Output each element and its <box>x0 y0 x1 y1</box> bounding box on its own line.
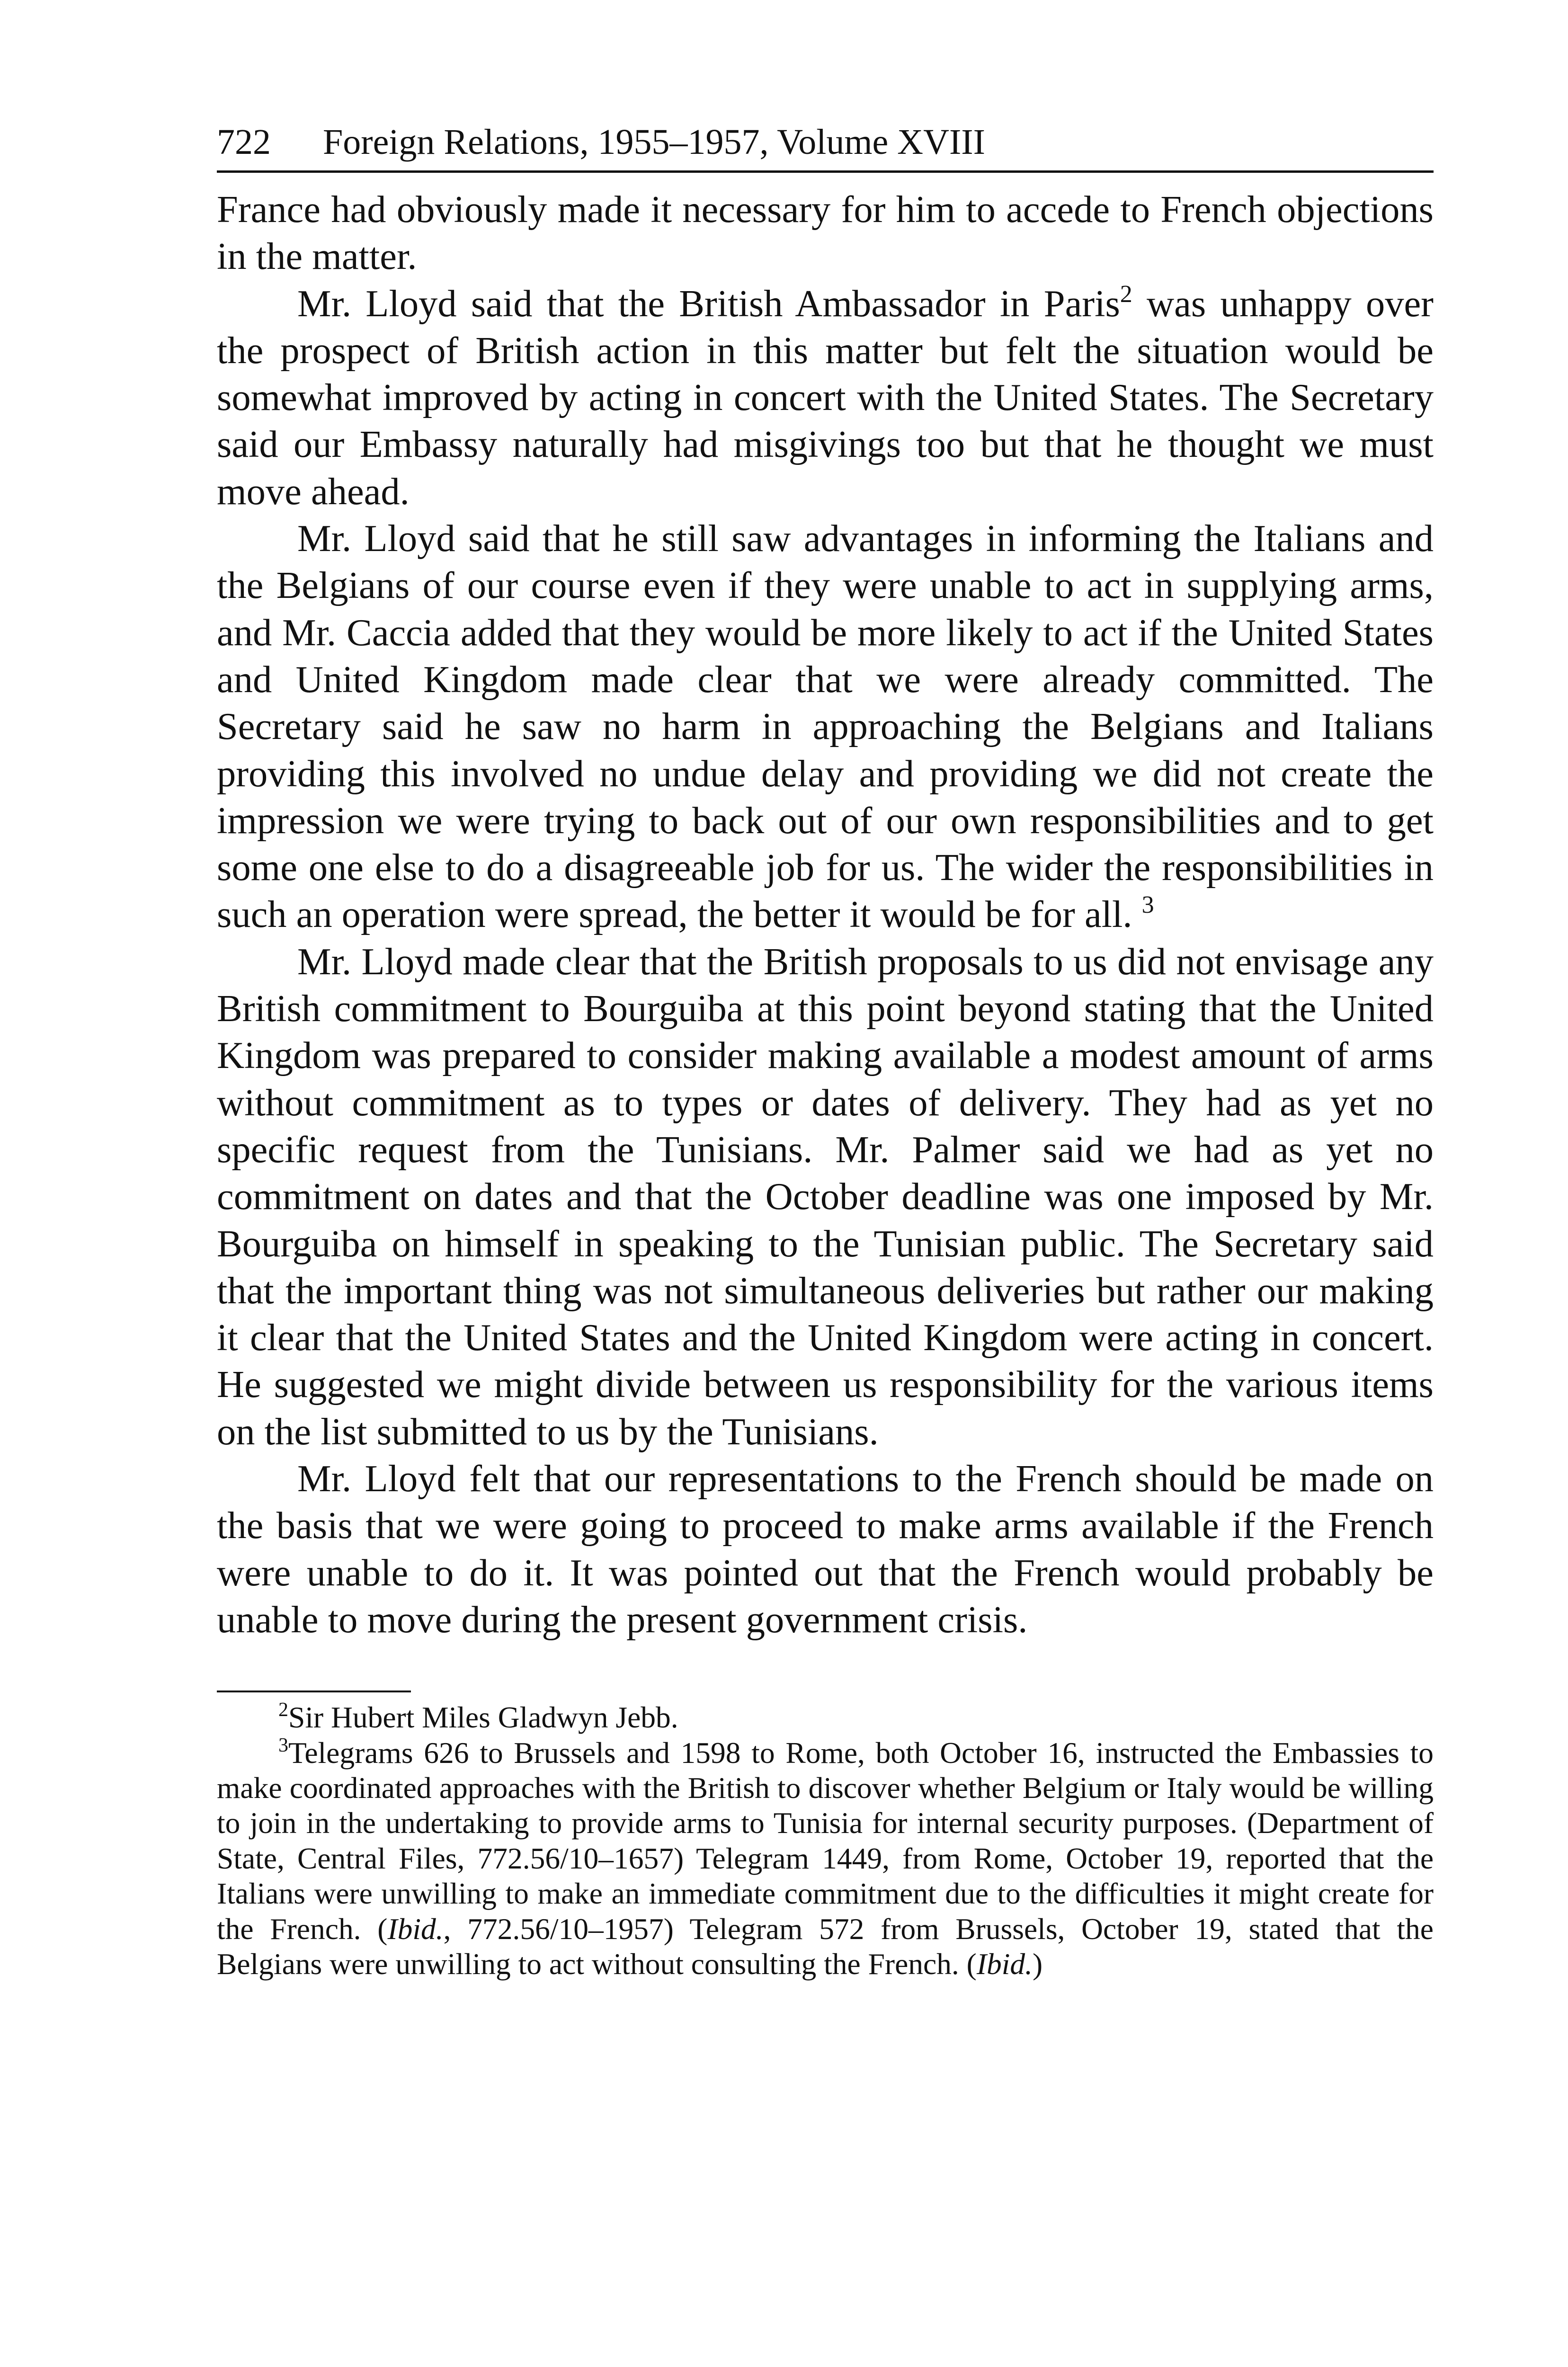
volume-title: Foreign Relations, 1955–1957, Volume XVIII <box>323 122 985 162</box>
footnote-3-text-c: ) <box>1033 1947 1043 1981</box>
footnote-2 <box>217 1700 1434 1735</box>
page-number: 722 <box>217 122 271 162</box>
footnote-3-text-b: , 772.56/10–1957) Telegram 572 from Brussels, October 19, stated that the Belgians were unwilling to act without consulting the French. ( <box>217 1912 1434 1981</box>
paragraph-5-text: Mr. Lloyd felt that our representations to the French should be made on the basis that we were going to proceed to make arms available if the French were unable to do it. It was pointed out that the French would probably be unable to move during the present government crisis. <box>217 1458 1434 1641</box>
footnote-3-ibid-1: Ibid. <box>387 1912 444 1946</box>
footnote-2-text: Sir Hubert Miles Gladwyn Jebb. <box>288 1700 678 1735</box>
running-header <box>217 118 1434 173</box>
paragraph-2 <box>217 280 1434 515</box>
footnote-2-marker: 2 <box>278 1699 288 1721</box>
paragraph-2-text-a: Mr. Lloyd said that the British Ambassador in Paris <box>297 282 1120 325</box>
body-text <box>217 186 1434 1643</box>
footnote-3-text-a: Telegrams 626 to Brussels and 1598 to Rome, both October 16, instructed the Embassies to make coordinated approaches with the British to discover whether Belgium or Italy would be willing to join in the undertaking to provide arms to Tunisia for internal security purposes. (Department of State, Central Files, 772.56/10–1657) Telegram 1449, from Rome, October 19, reported that the Italians were unwilling to make an immediate commitment due to the difficulties it might create for the French. ( <box>217 1735 1434 1946</box>
paragraph-2-text-b: was unhappy over the prospect of British action in this matter but felt the situation would be somewhat improved by acting in concert with the United States. The Secretary said our Embassy naturally had misgivings too but that he thought we must move ahead. <box>217 282 1434 513</box>
paragraph-3-text: Mr. Lloyd said that he still saw advantages in informing the Italians and the Belgians of our course even if they were unable to act in supplying arms, and Mr. Caccia added that they would be more likely to act if the United States and United Kingdom made clear that we were already committed. The Secretary said he saw no harm in approaching the Belgians and Italians providing this involved no undue delay and providing we did not create the impression we were trying to back out of our own responsibilities and to get some one else to do a disagreeable job for us. The wider the responsibilities in such an operation were spread, the better it would be for all. <box>217 517 1434 936</box>
footnote-ref-2[interactable]: 2 <box>1120 280 1132 308</box>
paragraph-1-text: France had obviously made it necessary for him to accede to French objections in the matter. <box>217 188 1434 278</box>
paragraph-1 <box>217 186 1434 280</box>
footnote-3-ibid-2: Ibid. <box>976 1947 1033 1981</box>
footnote-divider <box>217 1691 411 1692</box>
document-page <box>217 118 1434 1982</box>
paragraph-4-text: Mr. Lloyd made clear that the British proposals to us did not envisage any British commitment to Bourguiba at this point beyond stating that the United Kingdom was prepared to consider making available a modest amount of arms without commitment as to types or dates of delivery. They had as yet no specific request from the Tunisians. Mr. Palmer said we had as yet no commitment on dates and that the October deadline was one imposed by Mr. Bourguiba on himself in speaking to the Tunisian public. The Secretary said that the important thing was not simultaneous deliveries but rather our making it clear that the United States and the United Kingdom were acting in concert. He suggested we might divide between us responsibility for the various items on the list submitted to us by the Tunisians. <box>217 940 1434 1453</box>
paragraph-5 <box>217 1455 1434 1643</box>
footnote-ref-3[interactable]: 3 <box>1141 891 1154 919</box>
footnote-3 <box>217 1735 1434 1982</box>
paragraph-3 <box>217 515 1434 938</box>
footnote-3-marker: 3 <box>278 1734 288 1756</box>
footnotes <box>217 1700 1434 1982</box>
paragraph-4 <box>217 938 1434 1455</box>
